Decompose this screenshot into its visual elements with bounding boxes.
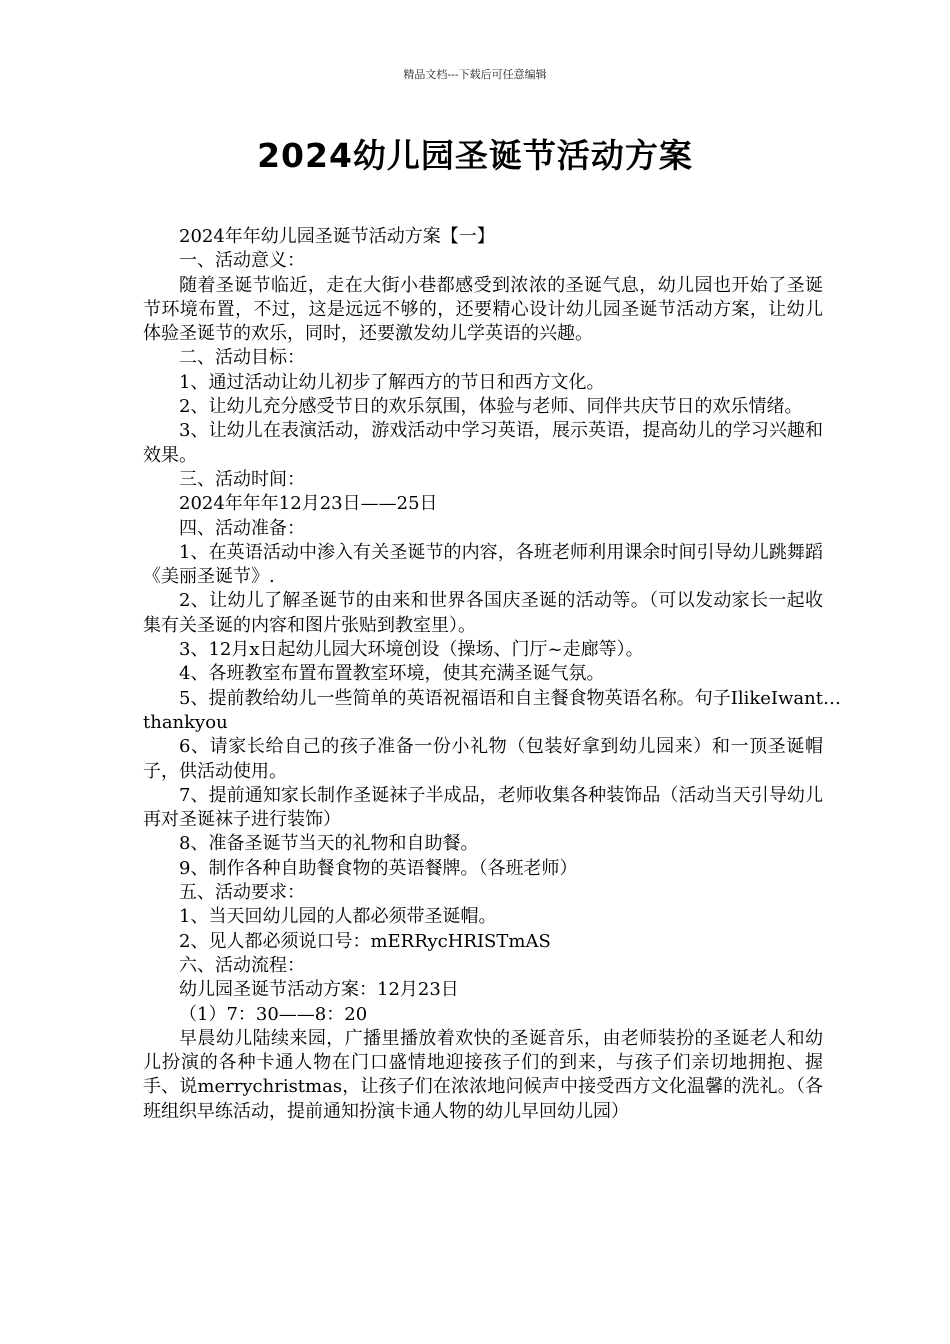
requirement-item-2: 2、见人都必须说口号：mERRycHRISTmAS <box>179 930 551 952</box>
preparation-item-8: 8、准备圣诞节当天的礼物和自助餐。 <box>179 833 479 855</box>
goal-item-2: 2、让幼儿充分感受节日的欢乐氛围，体验与老师、同伴共庆节日的欢乐情绪。 <box>179 396 803 418</box>
preparation-item-1: 1、在英语活动中渗入有关圣诞节的内容，各班老师利用课余时间引导幼儿跳舞蹈《美丽圣诞节》. <box>143 541 823 588</box>
header-note: 精品文档---下载后可任意编辑 <box>403 68 547 81</box>
section-heading-process: 六、活动流程： <box>179 954 305 976</box>
section-heading-goals: 二、活动目标： <box>179 347 305 369</box>
process-paragraph-morning: 早晨幼儿陆续来园，广播里播放着欢快的圣诞音乐，由老师装扮的圣诞老人和幼儿扮演的各种卡通人物在门口盛情地迎接孩子们的到来，与孩子们亲切地拥抱、握手、说merrychristmas，让孩子们在浓浓地问候声中接受西方文化温馨的洗礼。（各班组织早练活动，提前通知扮演卡通人物的幼儿早回幼儿园） <box>143 1027 823 1122</box>
section-subtitle: 2024年年幼儿园圣诞节活动方案【一】 <box>179 226 495 247</box>
preparation-item-4: 4、各班教室布置布置教室环境，使其充满圣诞气氛。 <box>179 663 605 685</box>
activity-time: 2024年年年12月23日——25日 <box>179 493 438 515</box>
preparation-item-6: 6、请家长给自己的孩子准备一份小礼物（包装好拿到幼儿园来）和一顶圣诞帽子，供活动使用。 <box>143 736 823 782</box>
section-heading-preparation: 四、活动准备： <box>179 517 305 539</box>
process-time-slot: （1）7：30——8：20 <box>179 1003 368 1025</box>
goal-item-3: 3、让幼儿在表演活动，游戏活动中学习英语，展示英语，提高幼儿的学习兴趣和效果。 <box>143 420 823 466</box>
preparation-item-7: 7、提前通知家长制作圣诞袜子半成品，老师收集各种装饰品（活动当天引导幼儿再对圣诞袜子进行装饰） <box>143 784 823 831</box>
section-heading-time: 三、活动时间： <box>179 468 305 490</box>
process-day-heading: 幼儿园圣诞节活动方案：12月23日 <box>179 979 459 1001</box>
preparation-item-5: 5、提前教给幼儿一些简单的英语祝福语和自主餐食物英语名称。句子IlikeIwant…thankyou <box>143 687 841 733</box>
preparation-item-9: 9、制作各种自助餐食物的英语餐牌。（各班老师） <box>179 857 578 879</box>
paragraph-significance: 随着圣诞节临近，走在大街小巷都感受到浓浓的圣诞气息，幼儿园也开始了圣诞节环境布置，不过，这是远远不够的，还要精心设计幼儿园圣诞节活动方案，让幼儿体验圣诞节的欢乐，同时，还要激发幼儿学英语的兴趣。 <box>143 274 823 345</box>
preparation-item-3: 3、12月x日起幼儿园大环境创设（操场、门厅~走廊等）。 <box>179 639 644 661</box>
goal-item-1: 1、通过活动让幼儿初步了解西方的节日和西方文化。 <box>179 371 605 393</box>
section-heading-requirements: 五、活动要求： <box>179 882 305 904</box>
document-body <box>143 225 841 1124</box>
preparation-item-2: 2、让幼儿了解圣诞节的由来和世界各国庆圣诞的活动等。（可以发动家长一起收集有关圣诞的内容和图片张贴到教室里）。 <box>143 590 823 636</box>
document-title: 2024幼儿园圣诞节活动方案 <box>257 136 693 175</box>
section-heading-significance: 一、活动意义： <box>179 250 305 272</box>
requirement-item-1: 1、当天回幼儿园的人都必须带圣诞帽。 <box>179 906 497 928</box>
